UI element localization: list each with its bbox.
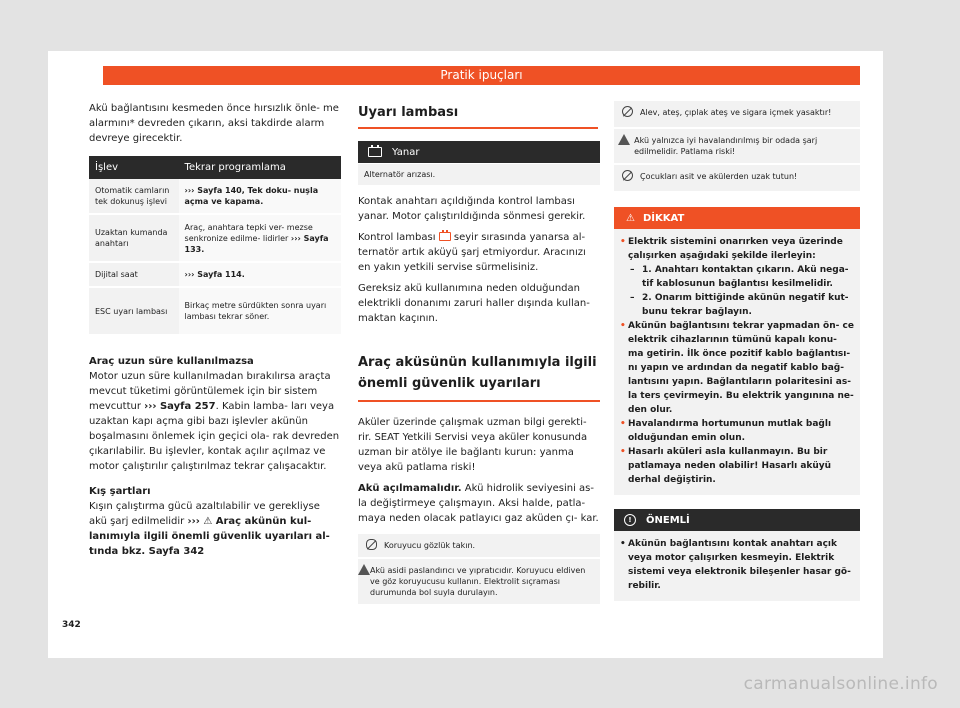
table-cell: Birkaç metre sürdükten sonra uyarı lambası tekrar söner. (179, 287, 341, 335)
caution-subitem: – 1. Anahtarı kontaktan çıkarın. Akü nega- tif kablosunun bağlantısı kesilmelidir. (630, 265, 849, 289)
table-cell: Uzaktan kumanda anahtarı (89, 214, 179, 262)
paragraph: Kontak anahtarı açıldığında kontrol lambası yanar. Motor çalıştırıldığında sönmesi gerekir. (358, 196, 586, 222)
note-item (614, 129, 860, 165)
winter-text (89, 499, 341, 559)
column-right (614, 101, 860, 601)
warning-triangle-icon: ⚠ (626, 212, 635, 224)
no-children-icon (614, 165, 640, 191)
section-title-safety: Araç aküsünün kullanımıyla ilgili önemli güvenlik uyarıları (358, 352, 600, 402)
section-title-winter: Kış şartları (89, 486, 151, 497)
table-cell: ESC uyarı lambası (89, 287, 179, 335)
acid-warning-icon (358, 559, 370, 604)
important-title: ÖNEMLİ (646, 514, 690, 526)
caution-body (614, 229, 860, 495)
intro-text: Akü bağlantısını kesmeden önce hırsızlık önle- me alarmını* devreden çıkarın, aksi takdirde alarm devreye girecektir. (89, 103, 339, 144)
note-item (358, 534, 600, 559)
note-text: Akü yalnızca iyi havalandırılmış bir odada şarj edilmelidir. Patlama riski! (634, 136, 818, 156)
reprogram-table (89, 156, 341, 336)
table-cell (179, 179, 341, 214)
page-link[interactable]: ››› Sayfa 133. (184, 233, 329, 254)
paragraph: Aküler üzerinde çalışmak uzman bilgi gerekti- rir. SEAT Yetkili Servisi veya aküler konusunda uzman bir atölye ile bağlantı kurun: yanma veya akü patlama riski! (358, 417, 588, 473)
info-circle-icon: ! (624, 514, 636, 526)
text-span: Akü hidrolik seviyesini as- la değiştirmeye çalışmayın. Aksi halde, patla- maya neden olacak patlayıcı gaz aküden çı- kar. (358, 483, 599, 524)
table-row (89, 287, 341, 335)
page-link[interactable]: ››› Sayfa 114. (184, 270, 245, 279)
note-item (614, 165, 860, 193)
caution-box (614, 207, 860, 495)
note-text: Çocukları asit ve akülerden uzak tutun! (640, 172, 798, 181)
paragraph (358, 481, 600, 526)
safety-section (358, 352, 600, 402)
page-number: 342 (62, 620, 81, 630)
goggles-icon (358, 534, 384, 557)
page-link[interactable]: ››› ⚠ Araç akünün kul- lanımıyla ilgili önemli güvenlik uyarıları al- tında bkz. Sayfa 342 (89, 516, 330, 557)
column-middle (358, 101, 600, 606)
caution-subitem: – 2. Onarım bittiğinde akünün negatif kut- bunu tekrar bağlayın. (630, 293, 849, 317)
page-header: Pratik ipuçları (103, 66, 860, 85)
note-item (358, 559, 600, 606)
important-item: • Akünün bağlantısını kontak anahtarı açık veya motor çalışırken kesmeyin. Elektrik sistemi veya elektronik bileşenler hasar gö- rebilir. (620, 537, 854, 593)
note-text: Akü asidi paslandırıcı ve yıpratıcıdır. Koruyucu eldiven ve göz koruyucusu kullanın. Elektrolit sıçraması durumunda bol suyla durulayın. (370, 566, 586, 597)
manual-page (48, 51, 883, 658)
paragraph (358, 230, 600, 275)
paragraph: Gereksiz akü kullanımına neden olduğundan elektrikli donanımı zaruri haller dışında kullan- maktan kaçının. (358, 283, 590, 324)
column-left (89, 101, 341, 559)
important-body (614, 531, 860, 601)
watermark: carmanualsonline.info (743, 674, 938, 694)
table-cell (179, 214, 341, 262)
lamp-status-label: Yanar (392, 146, 420, 158)
table-cell: Otomatik camların tek dokunuş işlevi (89, 179, 179, 214)
caution-item: • Akünün bağlantısını tekrar yapmadan ön- ce elektrik cihazlarının tümünü kapalı konu- ma getirin. İlk önce pozitif kablo bağlantısı- nı yapın ve ardından da negatif kablo bağ- lantısını yapın. Bağlantıların polaritesini as- la ters çevirmeyin. Bu elektrik yangınına ne- den olur. (620, 319, 854, 417)
important-box (614, 509, 860, 601)
important-header (614, 509, 860, 531)
table-cell (179, 262, 341, 287)
safety-notes (358, 534, 600, 606)
caution-header (614, 207, 860, 229)
note-item (614, 101, 860, 129)
subitem-text: 1. Anahtarı kontaktan çıkarın. Akü nega- tif kablosunun bağlantısı kesilmelidir. (642, 265, 849, 289)
table-header-reprogram: Tekrar programlama (179, 156, 341, 179)
caution-item: • Havalandırma hortumunun mutlak bağlı olduğundan emin olun. (620, 417, 854, 445)
section-title-warning-lamp: Uyarı lambası (358, 101, 598, 129)
text-span: Kontrol lambası (358, 232, 439, 243)
table-cell: Dijital saat (89, 262, 179, 287)
caution-item: • Hasarlı aküleri asla kullanmayın. Bu bir patlamaya neden olabilir! Hasarlı aküyü derhal değiştirin. (620, 445, 854, 487)
note-text: Alev, ateş, çıplak ateş ve sigara içmek yasaktır! (640, 108, 832, 117)
safety-notes-right (614, 101, 860, 193)
battery-lamp-icon (358, 147, 392, 157)
table-header-function: İşlev (89, 156, 179, 179)
text-span: Motor uzun süre kullanılmadan bırakılırsa araçta mevcut tüketimi görüntülemek için bir sistem mevcuttur (89, 371, 331, 412)
table-row (89, 179, 341, 214)
table-cell-text: Araç, anahtara tepki ver- mezse senkronize edilme- lidirler (184, 222, 313, 243)
table-row (89, 214, 341, 262)
page-link[interactable]: ››› Sayfa 140, Tek doku- nuşla açma ve kapama. (184, 186, 319, 206)
text-span: seyir sırasında yanarsa al- ternatör artık aküyü şarj etmiyordur. Aracınızı en yakın yetkili servise sürmelisiniz. (358, 232, 586, 273)
text-span: . Kabin lamba- ları veya uzaktan kapı açma gibi bazı işlevler akünün boşalmasını önlemek için geçici ola- rak devreden çıkarılabilir. Bu işlevler, kontak açılır açılmaz ve motor çalıştırılır çalıştırılmaz tekrar çalışacaktır. (89, 401, 340, 472)
table-row (89, 262, 341, 287)
note-text: Koruyucu gözlük takın. (384, 541, 476, 550)
subitem-text: 2. Onarım bittiğinde akünün negatif kut- bunu tekrar bağlayın. (642, 293, 849, 317)
caution-item: • Elektrik sistemini onarırken veya üzerinde çalışırken aşağıdaki şekilde ilerleyin: (620, 235, 854, 263)
lamp-status-bar (358, 141, 600, 163)
text-span: Kışın çalıştırma gücü azaltılabilir ve gerekliyse akü şarj edilmelidir (89, 501, 320, 527)
battery-lamp-icon (439, 232, 451, 241)
no-fire-icon (614, 101, 640, 127)
section-title-long-storage: Araç uzun süre kullanılmazsa (89, 356, 254, 367)
page-link[interactable]: ››› Sayfa 257 (144, 401, 216, 412)
caution-title: DİKKAT (642, 212, 685, 224)
long-storage-text (89, 369, 341, 474)
lamp-description: Alternatör arızası. (358, 164, 600, 185)
text-bold: Akü açılmamalıdır. (358, 483, 462, 494)
explosion-warning-icon (614, 129, 634, 163)
